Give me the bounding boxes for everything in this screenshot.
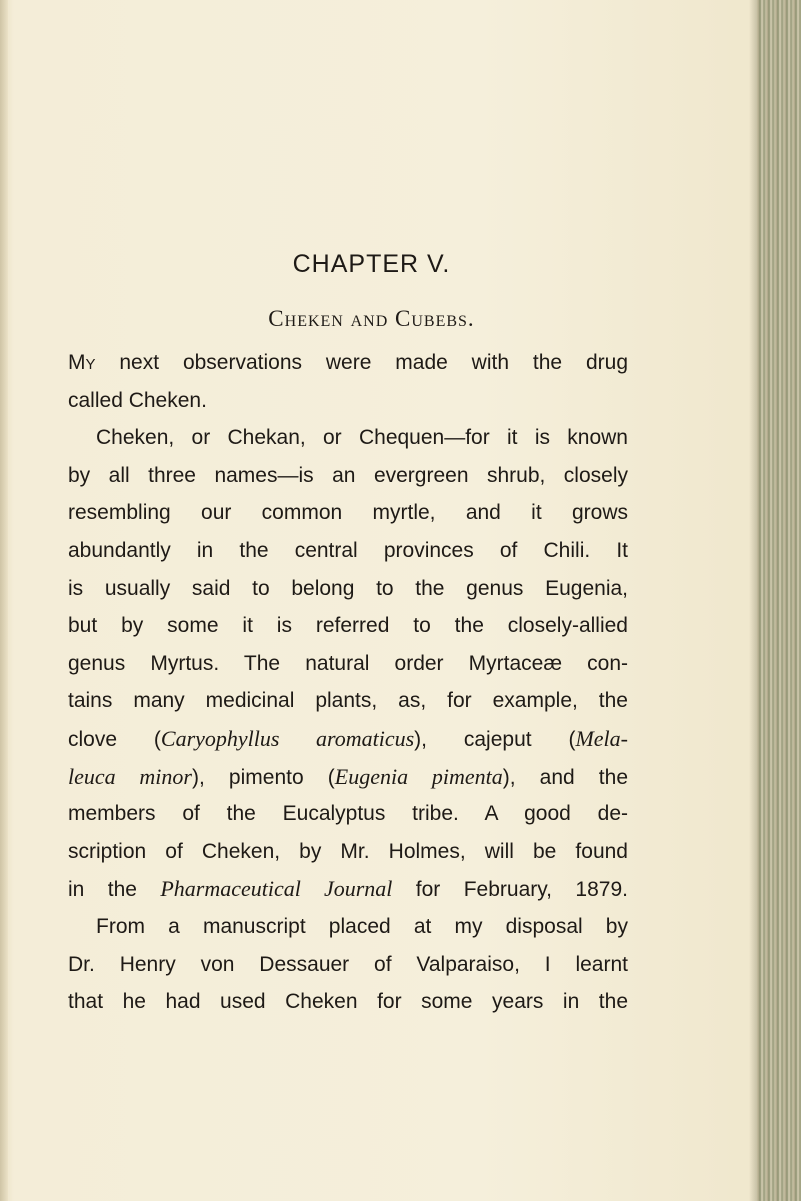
text-line: From a manuscript placed at my disposal by — [96, 914, 628, 938]
text-line: abundantly in the central provinces of Chili. It — [68, 538, 628, 562]
book-gutter-edge — [757, 0, 801, 1201]
text-line: members of the Eucalyptus tribe. A good de- — [68, 802, 628, 826]
body-text — [68, 344, 628, 1021]
text-line: but by some it is referred to the closely-allied — [68, 614, 628, 638]
text-line: scription of Cheken, by Mr. Holmes, will be found — [68, 839, 628, 863]
page-left-edge — [0, 0, 8, 1201]
text-line: My next observations were made with the drug — [68, 351, 628, 374]
text-line: called Cheken. — [68, 388, 207, 412]
text-line: Dr. Henry von Dessauer of Valparaiso, I learnt — [68, 952, 628, 976]
text-line: genus Myrtus. The natural order Myrtaceæ con- — [68, 651, 628, 675]
text-line: is usually said to belong to the genus Eugenia, — [68, 576, 628, 600]
gutter-shadow — [749, 0, 757, 1201]
text-line: leuca minor), pimento (Eugenia pimenta), and the — [68, 763, 628, 789]
text-line: that he had used Cheken for some years in the — [68, 990, 628, 1014]
text-line: in the Pharmaceutical Journal for February, 1879. — [68, 876, 628, 902]
chapter-heading: CHAPTER V. — [292, 250, 451, 278]
text-line: by all three names—is an evergreen shrub, closely — [68, 463, 628, 487]
text-line: clove (Caryophyllus aromaticus), cajeput (Mela- — [68, 725, 628, 751]
section-heading: Cheken and Cubebs. — [268, 306, 475, 331]
text-line: tains many medicinal plants, as, for example, the — [68, 689, 628, 713]
text-line: Cheken, or Chekan, or Chequen—for it is known — [96, 426, 628, 450]
text-line: resembling our common myrtle, and it grows — [68, 501, 628, 525]
